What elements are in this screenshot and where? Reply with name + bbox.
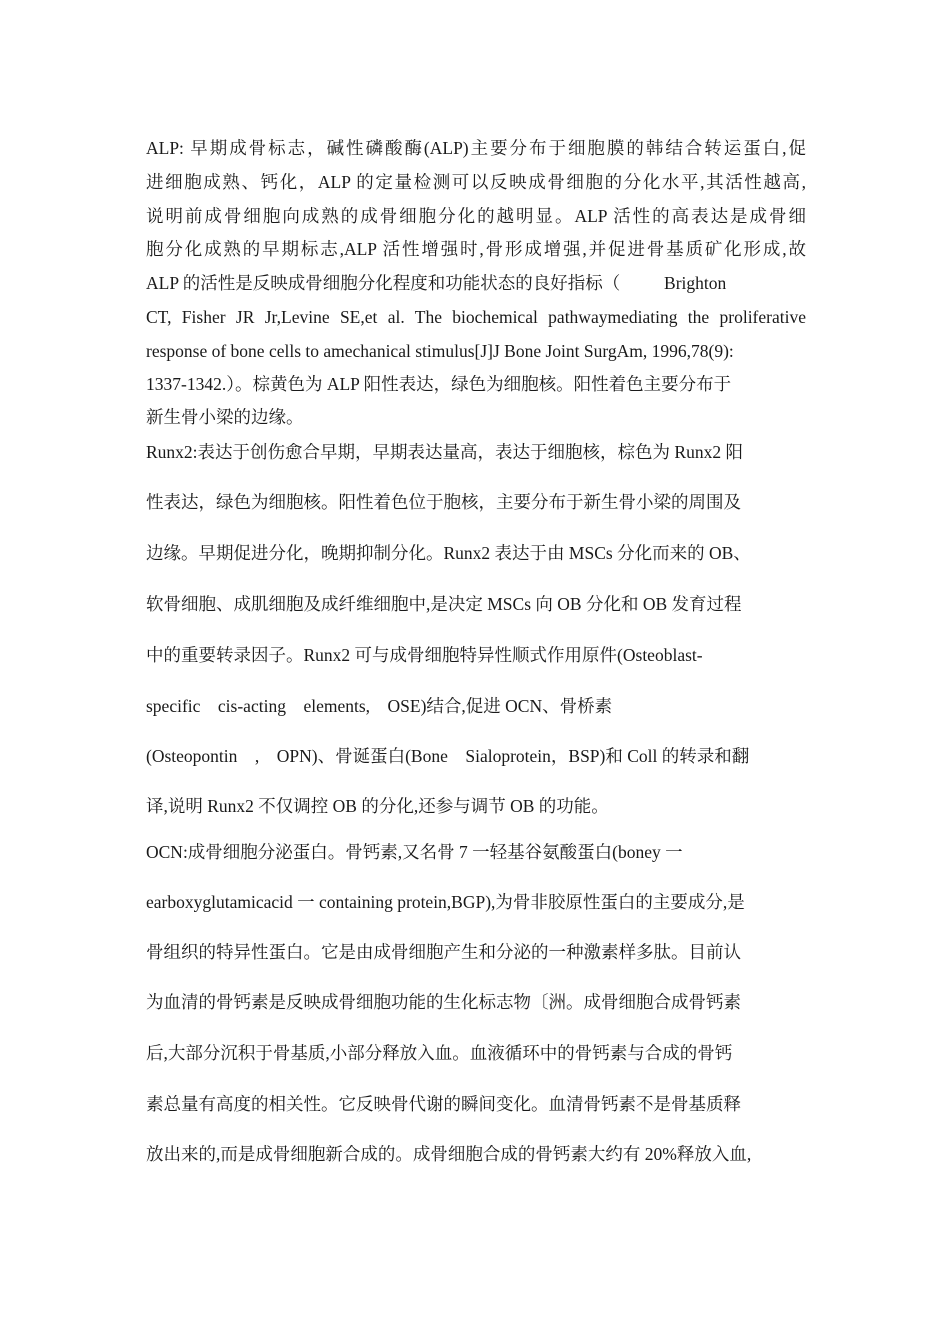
text-line: (Osteopontin , OPN)、骨诞蛋白(Bone Sialoprotein，BSP)和 Coll 的转录和翻 [146,746,750,766]
text-line: 骨组织的特异性蛋白。它是由成骨细胞产生和分泌的一种激素样多肽。目前认 [146,942,741,962]
text-line: CT, Fisher JR Jr,Levine SE,et al. The biochemical pathwaymediating the proliferative [146,307,806,327]
text-line: ALP 的活性是反映成骨细胞分化程度和功能状态的良好指标（ Brighton [146,273,727,293]
text-line: 说明前成骨细胞向成熟的成骨细胞分化的越明显。ALP 活性的高表达是成骨细 [146,206,806,226]
text-line: 译,说明 Runx2 不仅调控 OB 的分化,还参与调节 OB 的功能。 [146,796,609,816]
text-line: 1337-1342.）。棕黄色为 ALP 阳性表达，绿色为细胞核。阳性着色主要分布于 [146,374,732,394]
text-line: ALP: 早期成骨标志，碱性磷酸酶(ALP)主要分布于细胞膜的韩结合转运蛋白,促 [146,138,806,158]
text-line: 进细胞成熟、钙化，ALP 的定量检测可以反映成骨细胞的分化水平,其活性越高, [146,172,806,192]
text-line: 胞分化成熟的早期标志,ALP 活性增强时,骨形成增强,并促进骨基质矿化形成,故 [146,239,806,259]
text-line: 后,大部分沉积于骨基质,小部分释放入血。血液循环中的骨钙素与合成的骨钙 [146,1043,733,1063]
text-line: OCN:成骨细胞分泌蛋白。骨钙素,又名骨 7 一轻基谷氨酸蛋白(boney 一 [146,842,683,862]
text-line: response of bone cells to amechanical stimulus[J]J Bone Joint SurgAm, 1996,78(9): [146,341,734,361]
text-line: 性表达，绿色为细胞核。阳性着色位于胞核，主要分布于新生骨小梁的周围及 [146,492,741,512]
text-line: 放出来的,而是成骨细胞新合成的。成骨细胞合成的骨钙素大约有 20%释放入血, [146,1144,752,1164]
text-line: 中的重要转录因子。Runx2 可与成骨细胞特异性顺式作用原件(Osteoblast- [146,645,703,665]
text-line: Runx2:表达于创伤愈合早期，早期表达量高，表达于细胞核，棕色为 Runx2 阳 [146,442,743,462]
text-line: earboxyglutamicacid 一 containing protein,BGP),为骨非胶原性蛋白的主要成分,是 [146,892,745,912]
text-line: 新生骨小梁的边缘。 [146,407,304,427]
text-line: specific cis-acting elements, OSE)结合,促进 OCN、骨桥素 [146,696,613,716]
text-line: 为血清的骨钙素是反映成骨细胞功能的生化标志物〔洲。成骨细胞合成骨钙素 [146,992,741,1012]
text-line: 边缘。早期促进分化，晚期抑制分化。Runx2 表达于由 MSCs 分化而来的 OB、 [146,543,751,563]
text-line: 素总量有高度的相关性。它反映骨代谢的瞬间变化。血清骨钙素不是骨基质释 [146,1094,741,1114]
text-line: 软骨细胞、成肌细胞及成纤维细胞中,是决定 MSCs 向 OB 分化和 OB 发育过程 [146,594,742,614]
